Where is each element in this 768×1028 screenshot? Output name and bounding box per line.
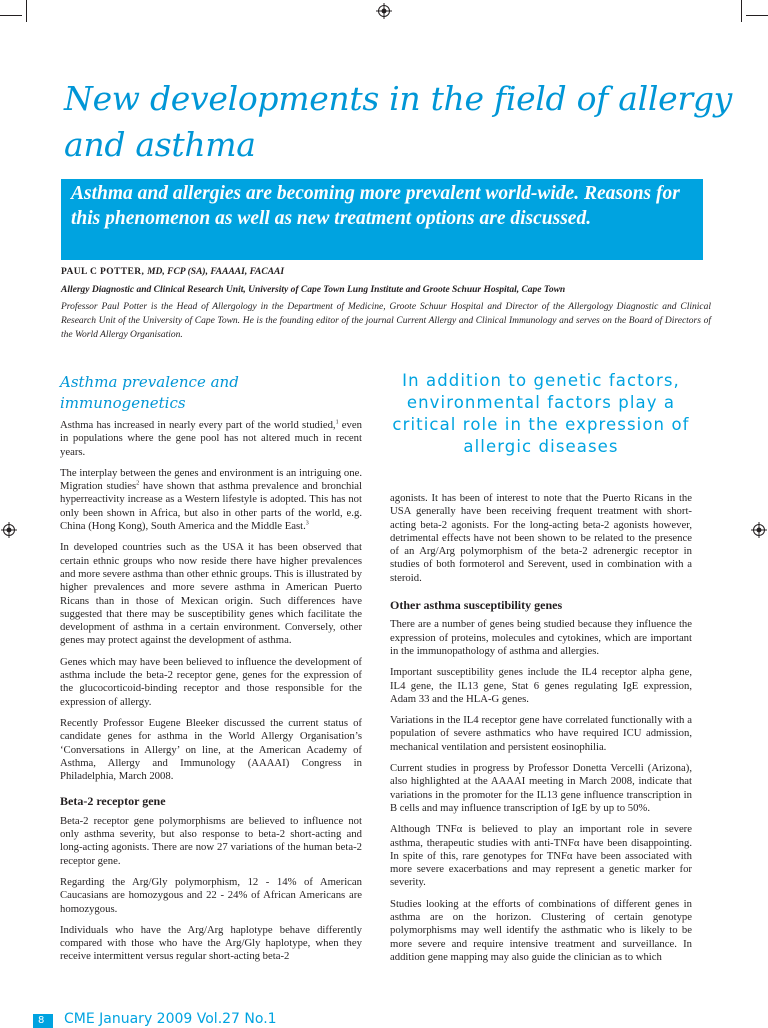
paragraph: Recently Professor Eugene Bleeker discussed the current status of candidate genes for asthma in the World Allergy Organisation’s ‘Conversations in Allergy’ on line, at the American Academy of Asthma, Allergy and Immunology (AAAAI) Congress in Philadelphia, March 2008. [60,716,362,783]
registration-mark-icon [751,522,767,538]
article-title: New developments in the field of allergy and asthma [64,79,732,164]
paragraph: Variations in the IL4 receptor gene have correlated functionally with a population of severe asthmatics who have required ICU admission, mechanical ventilation and persistent eosinophilia. [390,714,692,753]
journal-footer: CME January 2009 Vol.27 No.1 [64,1011,277,1027]
paragraph: Current studies in progress by Professor Donetta Vercelli (Arizona), also highlighted at the AAAAI meeting in March 2008, indicate that variations in the promoter for the IL13 gene influence transcription in B cells and may influence transcription of IgE by up to 50%. [390,762,692,814]
right-column [390,492,692,972]
crop-mark [746,15,768,16]
author-line [61,267,284,277]
paragraph: Individuals who have the Arg/Arg haplotype behave differently compared with those who have the Arg/Gly haplotype, when they receive intermittent versus regular short-acting beta-2 [60,923,362,963]
subsection-heading: Other asthma susceptibility genes [390,598,563,613]
citation-mark: 2 [136,480,140,487]
paragraph-text: even in populations where the gene pool has not altered much in recent years. [60,419,362,458]
author-name: PAUL C POTTER, [61,267,145,277]
registration-mark-icon [1,522,17,538]
author-affiliation: Allergy Diagnostic and Clinical Research Unit, University of Cape Town Lung Institute and Groote Schuur Hospital, Cape Town [61,285,566,295]
pull-quote: In addition to genetic factors, environmental factors play a critical role in the expression of allergic diseases [392,371,690,456]
section-heading: Asthma prevalence and immunogenetics [60,373,239,412]
paragraph: Important susceptibility genes include the IL4 receptor alpha gene, IL4 gene, the IL13 gene, Stat 6 genes regulating IgE expression, Adam 33 and the HLA-G genes. [390,666,692,705]
paragraph-text: Asthma has increased in nearly every part of the world studied, [60,419,336,431]
left-column [60,419,362,972]
paragraph: agonists. It has been of interest to note that the Puerto Ricans in the USA generally have been receiving frequent treatment with short-acting beta-2 agonists. For the long-acting beta-2 agonists however, detrimental effects have not been shown to be related to the presence of an Arg/Arg polymorphism of the beta-2 adrenergic receptor in studies of both formoterol and Serevent, used in combination with a steroid. [390,492,692,584]
crop-mark [26,0,27,22]
crop-mark [741,0,742,22]
author-bio: Professor Paul Potter is the Head of Allergology in the Department of Medicine, Groote Schuur Hospital and Director of the Allergology Diagnostic and Clinical Research Unit of the University of Cape Town. He is the founding editor of the journal Current Allergy and Clinical Immunology and serves on the Board of Directors of the World Allergy Organisation. [61,302,711,340]
citation-mark: 3 [305,520,309,527]
paragraph: Regarding the Arg/Gly polymorphism, 12 - 14% of American Caucasians are homozygous and 22 - 24% of African Americans are homozygous. [60,875,362,915]
paragraph: There are a number of genes being studied because they influence the expression of proteins, molecules and cytokines, which are important in the immunopathology of asthma and allergies. [390,618,692,657]
paragraph: In developed countries such as the USA it has been observed that certain ethnic groups who now reside there have higher prevalences and more severe asthma than other ethnic groups. This is illustrated by higher prevalences and more severe asthma in American Puerto Ricans than in those of Mexican origin. Such differences have suggested that there may be susceptibility genes which facilitate the development of asthma in a certain environment. Conversely, other genes may protect against the development of asthma. [60,541,362,647]
registration-mark-icon [376,3,392,19]
crop-mark [0,15,22,16]
paragraph [60,419,362,459]
page-number: 8 [38,1015,45,1026]
paragraph: Beta-2 receptor gene polymorphisms are believed to influence not only asthma severity, but also response to beta-2 short-acting and long-acting agonists. There are now 27 variations of the human beta-2 receptor gene. [60,814,362,867]
author-credentials: MD, FCP (SA), FAAAAI, FACAAI [147,267,285,277]
paragraph-text: have shown that asthma prevalence and bronchial hyperreactivity increase as a Western lifestyle is adopted. This has not only been shown in Africa, but also in other parts of the world, e.g. China (Hong Kong), South America and the Middle East. [60,480,362,533]
subsection-heading: Beta-2 receptor gene [60,794,166,809]
paragraph [60,467,362,533]
paragraph: Studies looking at the efforts of combinations of different genes in asthma are on the horizon. Clustering of certain genotype polymorphisms may well identify the asthmatic who is likely to be more severe and require intensive treatment and surveillance. In addition gene mapping may also guide the clinician as to which [390,897,692,963]
intro-banner: Asthma and allergies are becoming more prevalent world-wide. Reasons for this phenomenon as well as new treatment options are discussed. [61,179,703,260]
paragraph: Although TNFα is believed to play an important role in severe asthma, therapeutic studies with anti-TNFα have been disappointing. In spite of this, rare genotypes for TNFα have been associated with more severe exacerbations and may represent a genetic marker for severity. [390,823,692,889]
paragraph-text: The interplay between the genes and environment is an intriguing one. Migration studies [60,466,362,493]
citation-mark: 1 [335,419,339,426]
paragraph: Genes which may have been believed to influence the development of asthma include the beta-2 receptor gene, genes for the expression of the glucocorticoid-binding receptor and those responsible for the expression of allergy. [60,655,362,708]
